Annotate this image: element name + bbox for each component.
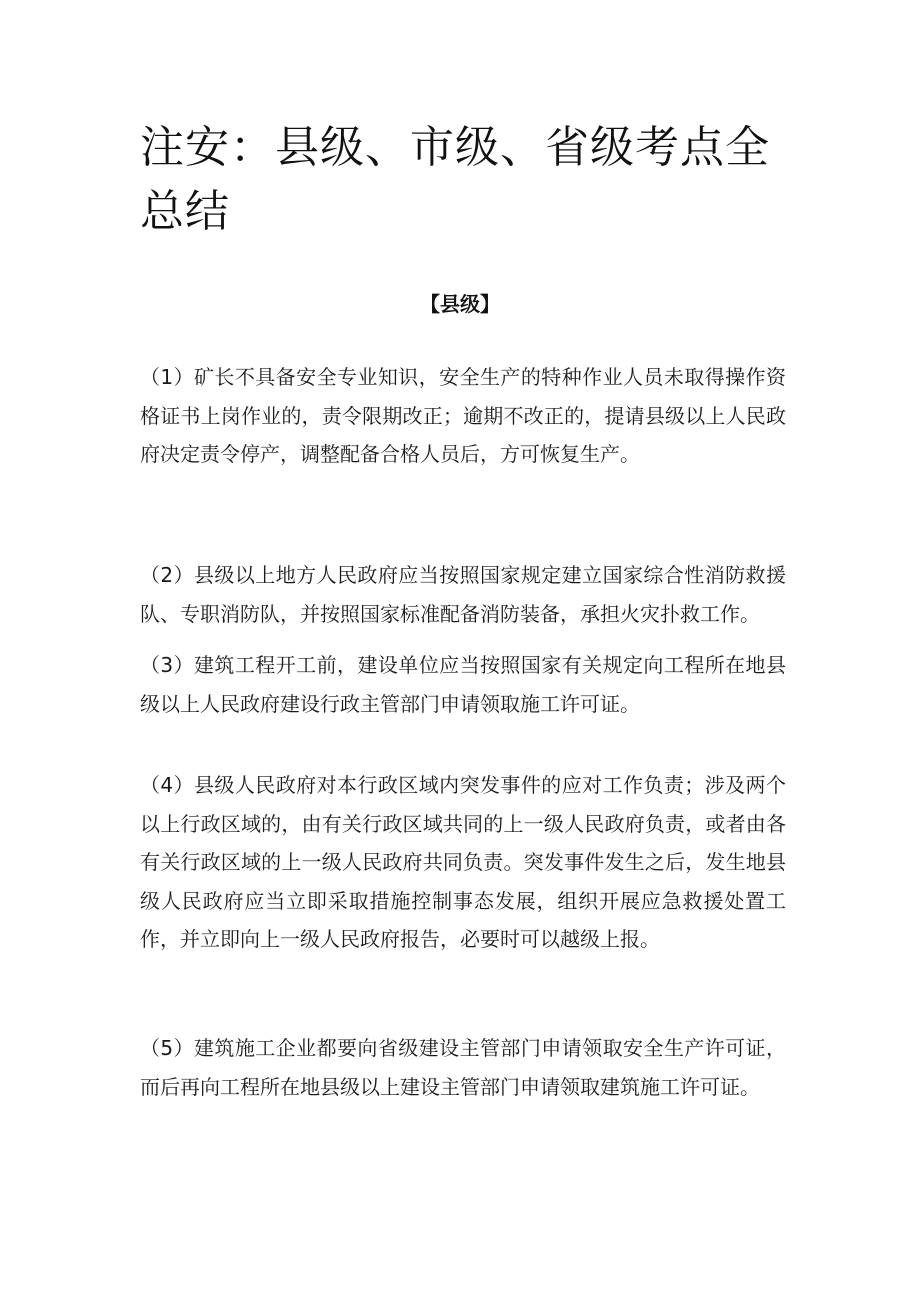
page-title: 注安：县级、市级、省级考点全总结 — [140, 122, 770, 237]
list-item: （3）建筑工程开工前，建设单位应当按照国家有关规定向工程所在地县级以上人民政府建设行政主管部门申请领取施工许可证。 — [140, 653, 786, 716]
list-item: （4）县级人民政府对本行政区域内突发事件的应对工作负责；涉及两个以上行政区域的，由有关行政区域共同的上一级人民政府负责，或者由各有关行政区域的上一级人民政府共同负责。突发事件发生之后，发生地县级人民政府应当立即采取措施控制事态发展，组织开展应急救援处置工作，并立即向上一级人民政府报告，必要时可以越级上报。 — [140, 773, 786, 952]
list-item: （2）县级以上地方人民政府应当按照国家规定建立国家综合性消防救援队、专职消防队，并按照国家标准配备消防装备，承担火灾扑救工作。 — [140, 563, 786, 626]
list-item: （5）建筑施工企业都要向省级建设主管部门申请领取安全生产许可证，而后再向工程所在地县级以上建设主管部门申请领取建筑施工许可证。 — [140, 1036, 786, 1099]
list-item: （1）矿长不具备安全专业知识，安全生产的特种作业人员未取得操作资格证书上岗作业的，责令限期改正；逾期不改正的，提请县级以上人民政府决定责令停产，调整配备合格人员后，方可恢复生产。 — [140, 365, 786, 467]
section-heading-county: 【县级】 — [420, 292, 500, 316]
